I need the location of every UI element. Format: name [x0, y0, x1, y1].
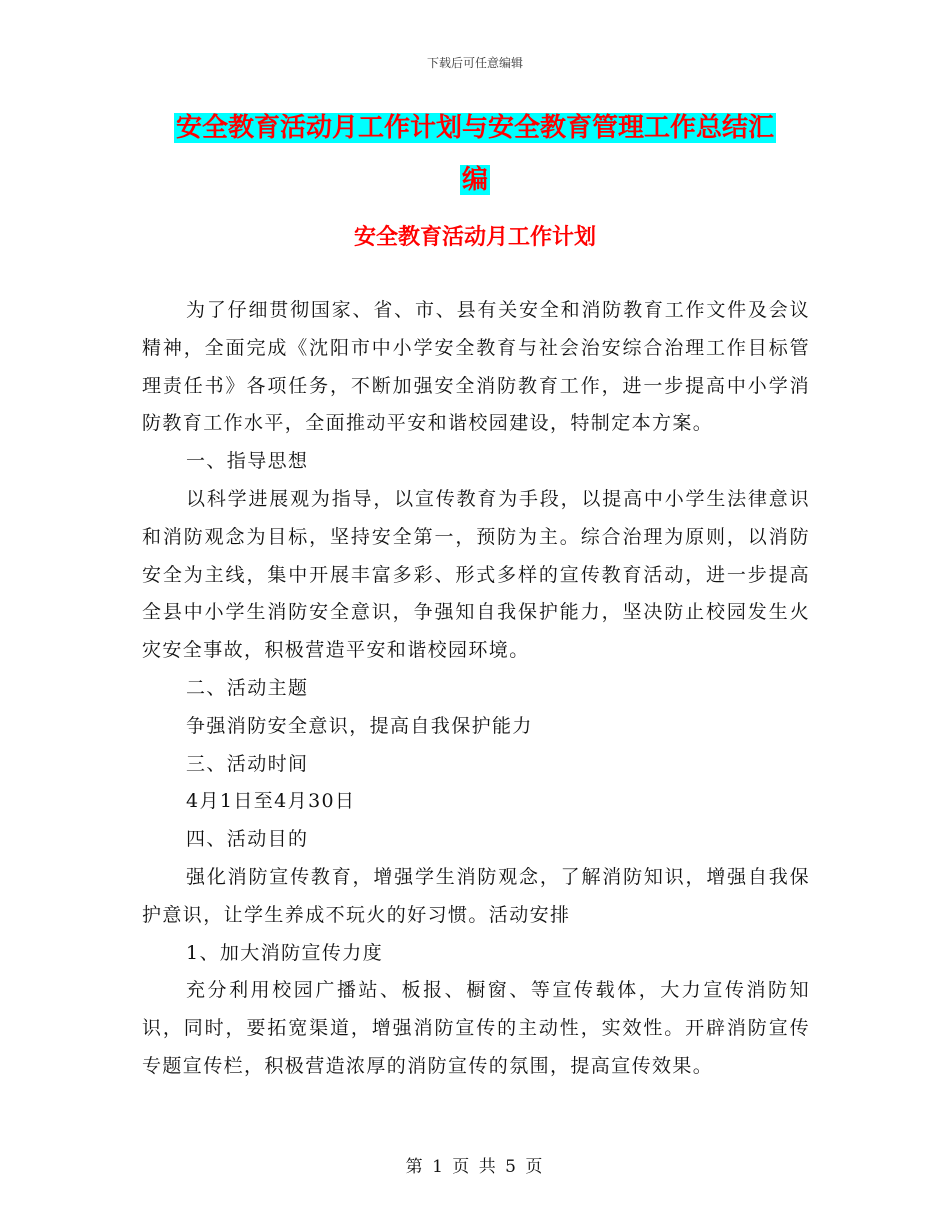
- heading-activity-theme: 二、活动主题: [186, 676, 309, 699]
- document-title: [140, 110, 810, 214]
- paragraph-activity-purpose: 强化消防宣传教育，增强学生消防观念，了解消防知识，增强自我保护意识，让学生养成不玩火的好习惯。活动安排: [142, 865, 810, 926]
- page-number: 第 1 页 共 5 页: [405, 1157, 545, 1177]
- paragraph-publicity: 充分利用校园广播站、板报、橱窗、等宣传载体，大力宣传消防知识，同时，要拓宽渠道，增强消防宣传的主动性，实效性。开辟消防宣传专题宣传栏，积极营造浓厚的消防宣传的氛围，提高宣传效果。: [142, 979, 810, 1077]
- title-line-1: 安全教育活动月工作计划与安全教育管理工作总结汇: [175, 113, 774, 143]
- paragraph-activity-time: 4月1日至4月30日: [186, 790, 356, 813]
- paragraph-intro: 为了仔细贯彻国家、省、市、县有关安全和消防教育工作文件及会议精神，全面完成《沈阳市中小学安全教育与社会治安综合治理工作目标管理责任书》各项任务，不断加强安全消防教育工作，进一步提高中小学消防教育工作水平，全面推动平安和谐校园建设，特制定本方案。: [142, 299, 810, 435]
- heading-activity-time: 三、活动时间: [186, 752, 309, 775]
- heading-guiding-ideology: 一、指导思想: [186, 450, 309, 473]
- document-body: [142, 292, 810, 1086]
- title-line-2: 编: [461, 165, 488, 195]
- paragraph-guiding-ideology: 以科学进展观为指导，以宣传教育为手段，以提高中小学生法律意识和消防观念为目标，坚持安全第一，预防为主。综合治理为原则，以消防安全为主线，集中开展丰富多彩、形式多样的宣传教育活动，进一步提高全县中小学生消防安全意识，争强知自我保护能力，坚决防止校园发生火灾安全事故，积极营造平安和谐校园环境。: [142, 487, 810, 662]
- section-title: 安全教育活动月工作计划: [353, 224, 596, 250]
- paragraph-activity-theme: 争强消防安全意识，提高自我保护能力: [186, 714, 533, 737]
- heading-publicity: 1、加大消防宣传力度: [186, 941, 384, 964]
- heading-activity-purpose: 四、活动目的: [186, 828, 309, 851]
- header-note: 下载后可任意编辑: [426, 56, 523, 70]
